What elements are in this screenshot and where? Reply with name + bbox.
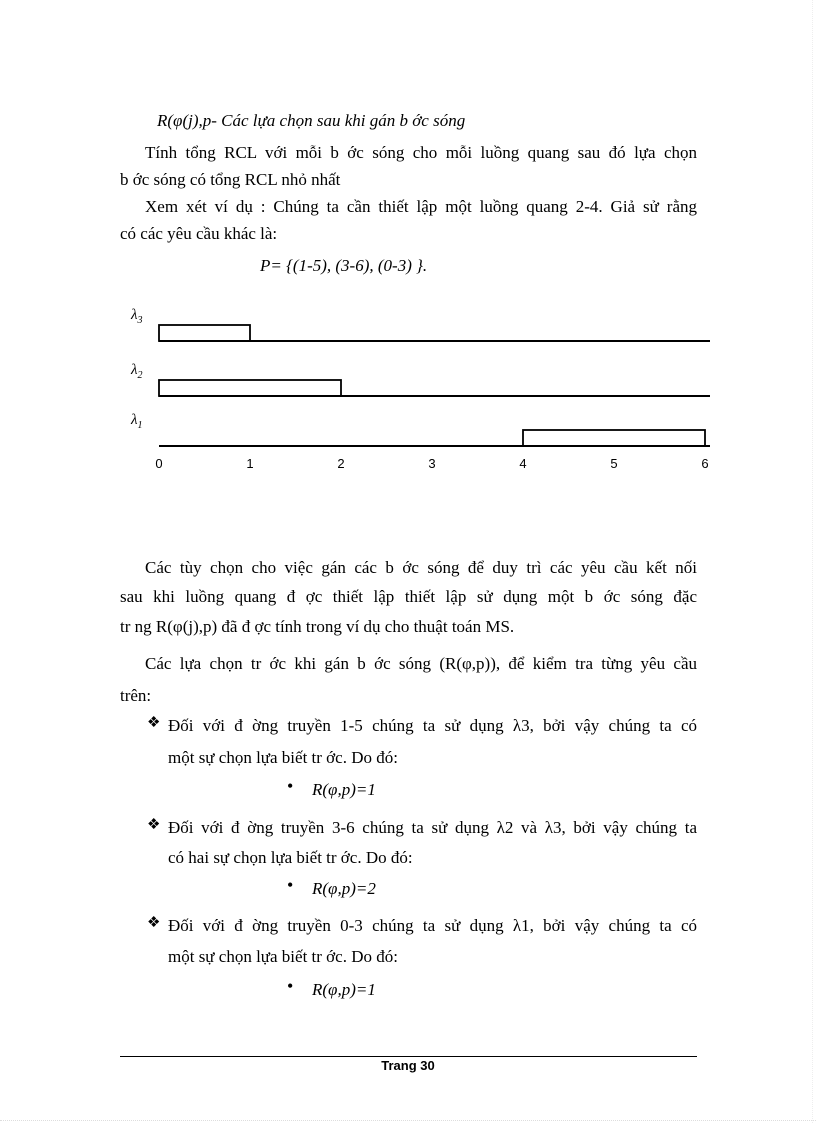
paragraph-2-line-1: Các lựa chọn tr ớc khi gán b ớc sóng (R(φ,p)), để kiểm tra từng yêu cầu	[145, 654, 697, 673]
wavelength-label: $\lambda_1$	[131, 412, 143, 431]
dot-bullet-icon: •	[287, 875, 294, 895]
wavelength-diagram	[120, 298, 720, 478]
line-1: R(φ(j),p- Các lựa chọn sau khi gán b ớc sóng	[157, 111, 466, 130]
bullet-1-line-1: Đối với đ ờng truyền 1-5 chúng ta sử dụng λ3, bởi vậy chúng ta có	[168, 716, 697, 735]
line-2: Tính tổng RCL với mỗi b ớc sóng cho mỗi luồng quang sau đó lựa chọn	[145, 143, 697, 162]
paragraph-1-line-2: sau khi luồng quang đ ợc thiết lập thiết lập sử dụng một b ớc sóng đặc	[120, 587, 697, 606]
footer-rule	[120, 1056, 697, 1057]
dot-bullet-icon: •	[287, 776, 294, 796]
axis-tick-label: 3	[428, 456, 436, 471]
wavelength-rows	[130, 307, 710, 446]
page-number: Trang 30	[381, 1058, 435, 1073]
page-right-edge	[812, 0, 813, 1123]
page-bottom-edge	[0, 1120, 816, 1121]
bullet-1-line-2: một sự chọn lựa biết tr ớc. Do đó:	[168, 748, 398, 767]
result-1: R(φ,p)=1	[312, 780, 376, 799]
axis-tick-label: 0	[155, 456, 163, 471]
occupied-segment	[159, 380, 341, 396]
occupied-segment	[159, 325, 250, 341]
axis-tick-labels	[155, 456, 708, 471]
line-4: Xem xét ví dụ : Chúng ta cần thiết lập một luồng quang 2-4. Giả sử rằng	[145, 197, 697, 216]
bullet-2-line-1: Đối với đ ờng truyền 3-6 chúng ta sử dụng λ2 và λ3, bởi vậy chúng ta	[168, 818, 697, 837]
result-3: R(φ,p)=1	[312, 980, 376, 999]
line-5: có các yêu cầu khác là:	[120, 224, 278, 243]
diamond-bullet-icon: ❖	[147, 715, 161, 731]
formula-p: P= {(1-5), (3-6), (0-3) }.	[260, 256, 428, 275]
axis-tick-label: 2	[337, 456, 345, 471]
paragraph-2-line-2: trên:	[120, 686, 152, 705]
diamond-bullet-icon: ❖	[147, 817, 161, 833]
result-2: R(φ,p)=2	[312, 879, 376, 898]
axis-tick-label: 6	[701, 456, 709, 471]
bullet-3-line-1: Đối với đ ờng truyền 0-3 chúng ta sử dụng λ1, bởi vậy chúng ta có	[168, 916, 697, 935]
paragraph-1-line-3: tr ng R(φ(j),p) đã đ ợc tính trong ví dụ cho thuật toán MS.	[120, 617, 515, 636]
wavelength-label: $\lambda_2$	[131, 362, 143, 381]
diamond-bullet-icon: ❖	[147, 915, 161, 931]
paragraph-1-line-1: Các tùy chọn cho việc gán các b ớc sóng để duy trì các yêu cầu kết nối	[145, 558, 697, 577]
bullet-2-line-2: có hai sự chọn lựa biết tr ớc. Do đó:	[168, 848, 413, 867]
axis-tick-label: 4	[519, 456, 527, 471]
bullet-3-line-2: một sự chọn lựa biết tr ớc. Do đó:	[168, 947, 398, 966]
occupied-segment	[523, 430, 705, 446]
axis-tick-label: 5	[610, 456, 618, 471]
line-3: b ớc sóng có tổng RCL nhỏ nhất	[120, 170, 341, 189]
axis-tick-label: 1	[246, 456, 254, 471]
dot-bullet-icon: •	[287, 976, 294, 996]
wavelength-label: $\lambda_3$	[131, 307, 143, 326]
